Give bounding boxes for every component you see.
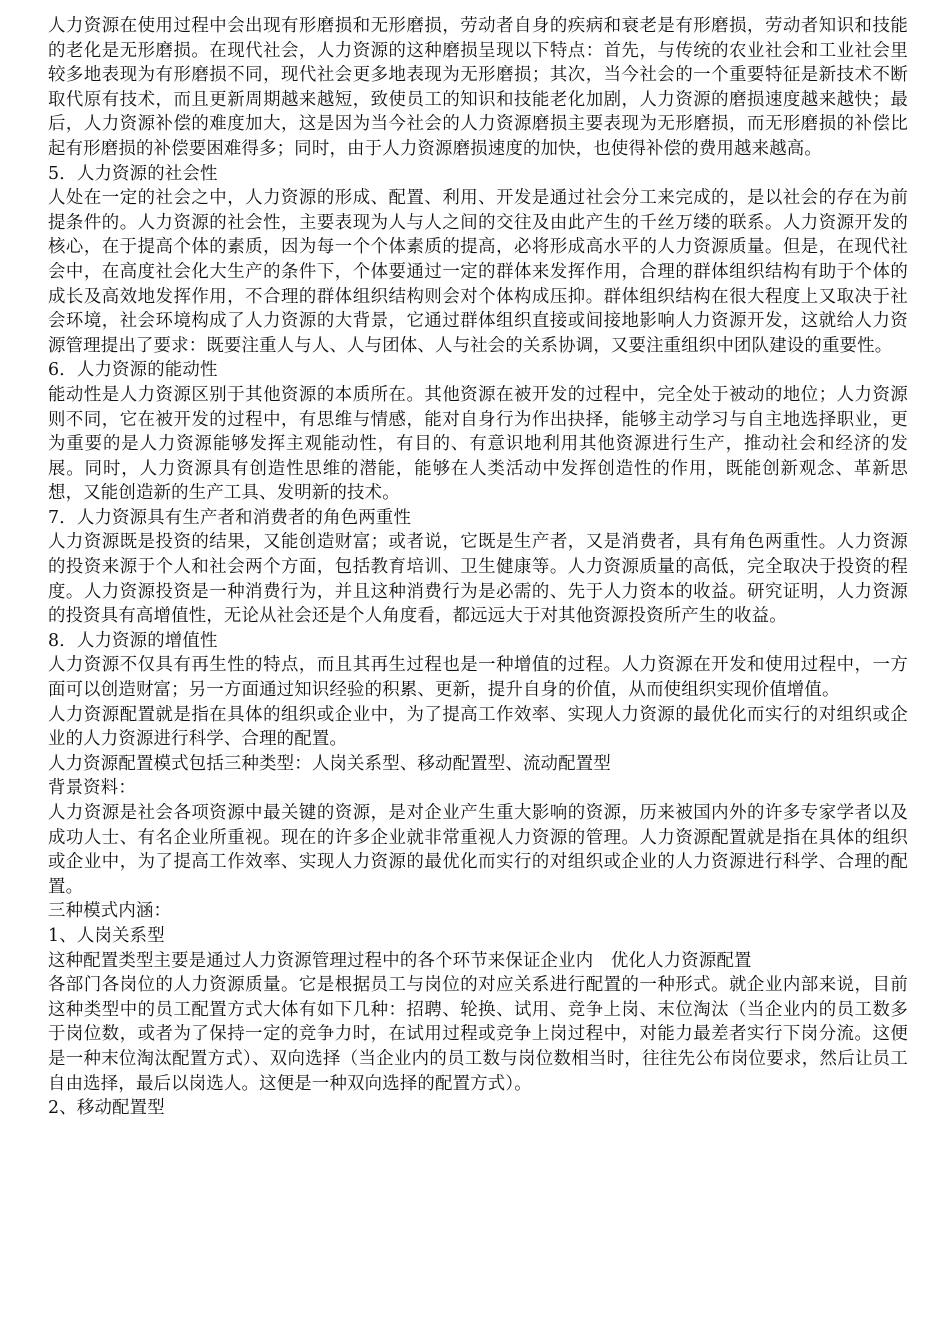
- heading-social-nature: 5．人力资源的社会性: [48, 163, 218, 184]
- modes-label: 三种模式内涵：: [48, 901, 172, 922]
- background-label: 背景资料：: [48, 778, 136, 799]
- mode-1-first-line: 这种配置类型主要是通过人力资源管理过程中的各个环节来保证企业内 优化人力资源配置: [48, 950, 752, 971]
- paragraph-dual-role: 人力资源既是投资的结果，又能创造财富；或者说，它既是生产者，又是消费者，具有角色两重性。人力资源的投资来源于个人和社会两个方面，包括教育培训、卫生健康等。人力资源质量的高低，完全取决于投资的程度。人力资源投资是一种消费行为，并且这种消费行为是必需的、先于人力资本的收益。研究证明，人力资源的投资具有高增值性，无论从社会还是个人角度看，都远远大于对其他资源投资所产生的收益。: [48, 532, 908, 627]
- heading-dual-role: 7．人力资源具有生产者和消费者的角色两重性: [48, 507, 412, 528]
- heading-mode-2: 2、移动配置型: [48, 1098, 165, 1119]
- paragraph-initiative: 能动性是人力资源区别于其他资源的本质所在。其他资源在被开发的过程中，完全处于被动的地位；人力资源则不同，它在被开发的过程中，有思维与情感，能对自身行为作出抉择，能够主动学习与自主地选择职业，更为重要的是人力资源能够发挥主观能动性，有目的、有意识地利用其他资源进行生产，推动社会和经济的发展。同时，人力资源具有创造性思维的潜能，能够在人类活动中发挥创造性的作用，既能创新观念、革新思想，又能创造新的生产工具、发明新的技术。: [48, 384, 908, 504]
- heading-mode-1: 1、人岗关系型: [48, 925, 165, 946]
- paragraph-value-added: 人力资源不仅具有再生性的特点，而且其再生过程也是一种增值的过程。人力资源在开发和使用过程中，一方面可以创造财富；另一方面通过知识经验的积累、更新，提升自身的价值，从而使组织实现价值增值。: [48, 655, 908, 701]
- paragraph-background: 人力资源是社会各项资源中最关键的资源，是对企业产生重大影响的资源，历来被国内外的许多专家学者以及成功人士、有名企业所重视。现在的许多企业就非常重视人力资源的管理。人力资源配置就是指在具体的组织或企业中，为了提高工作效率、实现人力资源的最优化而实行的对组织或企业的人力资源进行科学、合理的配置。: [48, 803, 908, 897]
- document-body: [48, 14, 908, 1121]
- paragraph-mode-1: 各部门各岗位的人力资源质量。它是根据员工与岗位的对应关系进行配置的一种形式。就企业内部来说，目前这种类型中的员工配置方式大体有如下几种：招聘、轮换、试用、竞争上岗、末位淘汰（当企业内的员工数多于岗位数，或者为了保持一定的竞争力时，在试用过程或竞争上岗过程中，对能力最差者实行下岗分流。这便是一种末位淘汰配置方式）、双向选择（当企业内的员工数与岗位数相当时，往往先公布岗位要求，然后让员工自由选择，最后以岗选人。这便是一种双向选择的配置方式）。: [48, 975, 908, 1094]
- paragraph-config-modes: 人力资源配置模式包括三种类型：人岗关系型、移动配置型、流动配置型: [48, 753, 611, 774]
- paragraph-config-definition: 人力资源配置就是指在具体的组织或企业中，为了提高工作效率、实现人力资源的最优化而实行的对组织或企业的人力资源进行科学、合理的配置。: [48, 704, 908, 750]
- paragraph-social-nature: 人处在一定的社会之中，人力资源的形成、配置、利用、开发是通过社会分工来完成的，是以社会的存在为前提条件的。人力资源的社会性，主要表现为人与人之间的交往及由此产生的千丝万缕的联系。人力资源开发的核心，在于提高个体的素质，因为每一个个体素质的提高，必将形成高水平的人力资源质量。但是，在现代社会中，在高度社会化大生产的条件下，个体要通过一定的群体来发挥作用，合理的群体组织结构有助于个体的成长及高效地发挥作用，不合理的群体组织结构则会对个体构成压抑。群体组织结构在很大程度上又取决于社会环境，社会环境构成了人力资源的大背景，它通过群体组织直接或间接地影响人力资源开发，这就给人力资源管理提出了要求：既要注重人与人、人与团体、人与社会的关系协调，又要注重组织中团队建设的重要性。: [48, 188, 908, 356]
- heading-value-added: 8．人力资源的增值性: [48, 630, 218, 651]
- paragraph-intangible-wear: 人力资源在使用过程中会出现有形磨损和无形磨损，劳动者自身的疾病和衰老是有形磨损，劳动者知识和技能的老化是无形磨损。在现代社会，人力资源的这种磨损呈现以下特点：首先，与传统的农业社会和工业社会里较多地表现为有形磨损不同，现代社会更多地表现为无形磨损；其次，当今社会的一个重要特征是新技术不断取代原有技术，而且更新周期越来越短，致使员工的知识和技能老化加剧，人力资源的磨损速度越来越快；最后，人力资源补偿的难度加大，这是因为当今社会的人力资源磨损主要表现为无形磨损，而无形磨损的补偿比起有形磨损的补偿要困难得多；同时，由于人力资源磨损速度的加快，也使得补偿的费用越来越高。: [48, 16, 908, 159]
- heading-initiative: 6．人力资源的能动性: [48, 360, 218, 381]
